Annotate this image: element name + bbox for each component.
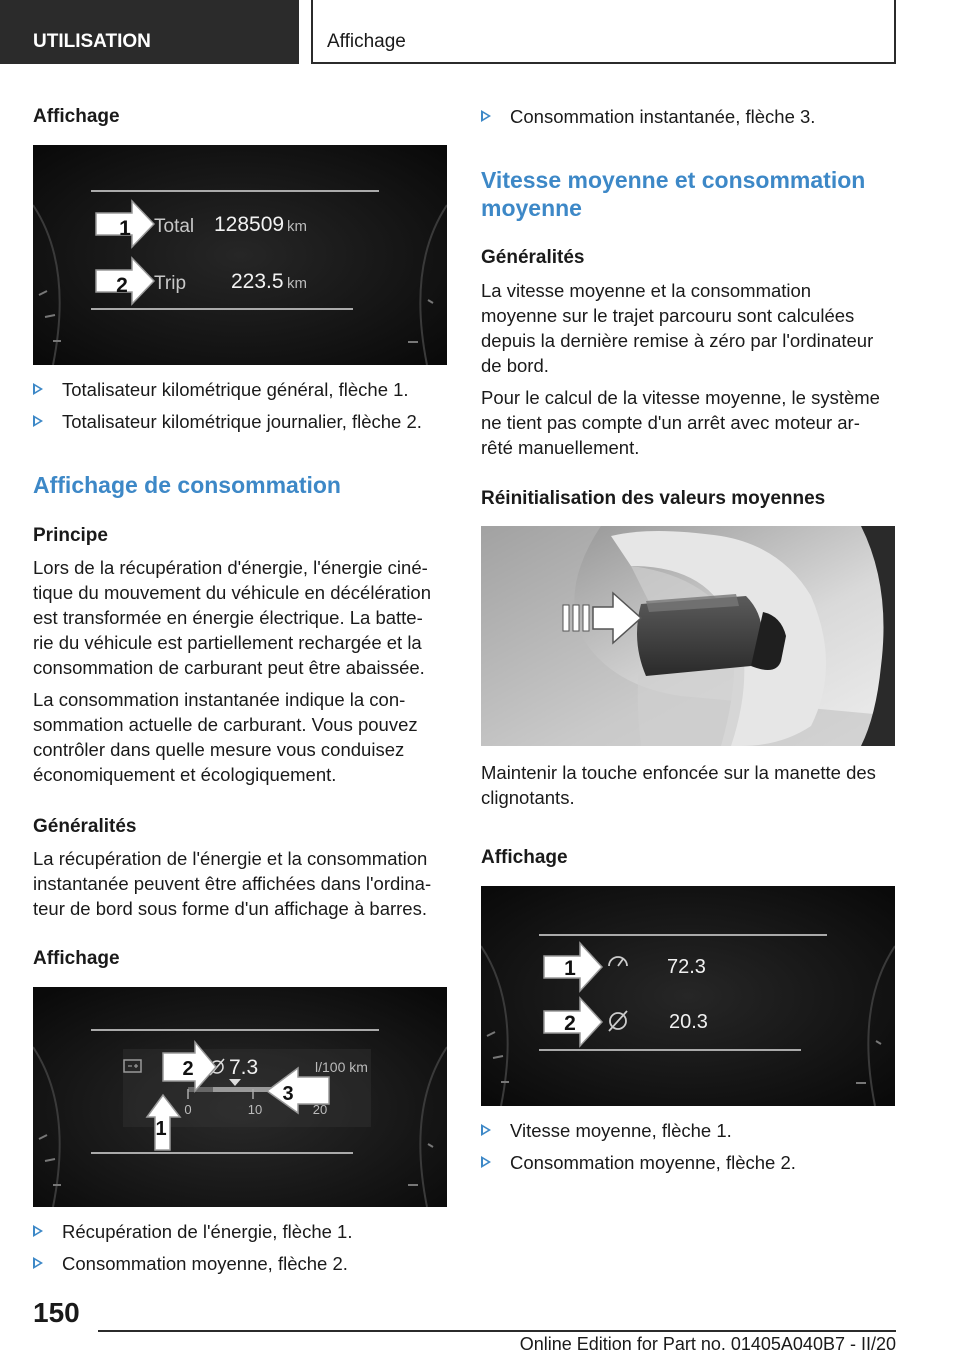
odometer-figure <box>33 145 447 365</box>
arrow-2-label: 2 <box>182 1058 194 1080</box>
paragraph-line: La consommation instantanée indique la con- <box>33 689 406 710</box>
section-title-vitesse-line2: moyenne <box>481 195 582 221</box>
odo-trip-value: 223.5 <box>231 270 284 293</box>
paragraph-line: consommation de carburant peut être abaissée. <box>33 657 425 678</box>
arrow-1-label: 1 <box>119 217 131 240</box>
paragraph-line: de bord. <box>481 355 549 376</box>
header-section: UTILISATION <box>0 0 299 64</box>
heading-principe: Principe <box>33 525 108 546</box>
turn-signal-lever-photo <box>481 526 895 746</box>
paragraph-line: économiquement et écologiquement. <box>33 764 337 785</box>
heading-affichage-right: Affichage <box>481 847 568 868</box>
header-title: Affichage <box>311 0 896 64</box>
average-consumption-value: 20.3 <box>669 1011 708 1033</box>
paragraph-line: La vitesse moyenne et la consommation <box>481 280 812 301</box>
list-bullet-icon <box>33 1257 43 1269</box>
turn-signal-lever-illustration <box>481 526 895 746</box>
heading-generalites-right: Généralités <box>481 247 585 268</box>
consumption-bar-figure <box>33 987 447 1207</box>
page-number: 150 <box>33 1297 80 1328</box>
list-bullet-icon <box>33 383 43 395</box>
list-bullet-icon <box>33 1225 43 1237</box>
odo-trip-label: Trip <box>154 273 187 294</box>
heading-reinitialisation: Réinitialisation des valeurs moyennes <box>481 488 826 509</box>
footer-divider <box>98 1330 896 1332</box>
tick-label: 0 <box>184 1102 192 1117</box>
heading-generalites-left: Généralités <box>33 816 137 837</box>
paragraph-line: rie du véhicule est partiellement rechargée et la <box>33 632 422 653</box>
paragraph-line: rêté manuellement. <box>481 437 640 458</box>
paragraph-line: contrôler dans quelle mesure vous conduisez <box>33 739 405 760</box>
avg-consumption-value: 7.3 <box>229 1056 259 1079</box>
paragraph-line: depuis la dernière remise à zéro par l'ordinateur <box>481 330 874 351</box>
arrow-2-label: 2 <box>116 274 128 297</box>
footer-edition: Online Edition for Part no. 01405A040B7 - II/20 <box>519 1334 896 1354</box>
heading-affichage-1: Affichage <box>33 106 120 127</box>
heading-affichage-2: Affichage <box>33 948 120 969</box>
average-values-figure <box>481 886 895 1106</box>
list-bullet-icon <box>481 110 491 122</box>
average-speed-value: 72.3 <box>667 956 706 978</box>
paragraph-line: tique du mouvement du véhicule en décélération <box>33 582 432 603</box>
odometer-illustration <box>33 145 447 365</box>
tick-label: 20 <box>312 1102 328 1117</box>
paragraph-line: Pour le calcul de la vitesse moyenne, le système <box>481 387 880 408</box>
list-bullet-icon <box>481 1124 491 1136</box>
paragraph-line: ne tient pas compte d'un arrêt avec moteur ar- <box>481 412 860 433</box>
list-bullet-icon <box>33 415 43 427</box>
arrow-1-label: 1 <box>564 957 576 980</box>
paragraph-line: instantanée peuvent être affichées dans l'ordina- <box>33 873 432 894</box>
paragraph-line: Lors de la récupération d'énergie, l'énergie ciné- <box>33 557 428 578</box>
section-title-consommation: Affichage de consommation <box>33 472 341 498</box>
tick-label: 10 <box>247 1102 263 1117</box>
arrow-2-label: 2 <box>564 1012 576 1035</box>
arrow-1-label: 1 <box>155 1118 167 1140</box>
section-title-vitesse-line1: Vitesse moyenne et consommation <box>481 167 866 193</box>
paragraph-line: La récupération de l'énergie et la consommation <box>33 848 428 869</box>
paragraph-line: teur de bord sous forme d'un affichage à barres. <box>33 898 427 919</box>
paragraph-line: sommation actuelle de carburant. Vous pouvez <box>33 714 418 735</box>
list-bullet-icon <box>481 1156 491 1168</box>
paragraph-line: moyenne sur le trajet parcouru sont calculées <box>481 305 855 326</box>
odo-trip-unit: km <box>287 275 307 292</box>
odo-total-label: Total <box>154 216 195 237</box>
paragraph-line: est transformée en énergie électrique. La batte- <box>33 607 423 628</box>
paragraph-line: clignotants. <box>481 787 575 808</box>
paragraph-line: Maintenir la touche enfoncée sur la manette des <box>481 762 876 783</box>
consumption-unit: l/100 km <box>315 1059 368 1075</box>
average-values-illustration <box>481 886 895 1106</box>
odo-total-unit: km <box>287 218 307 235</box>
odo-total-value: 128509 <box>214 213 285 236</box>
arrow-3-label: 3 <box>282 1083 294 1105</box>
consumption-bar-illustration <box>33 987 447 1207</box>
